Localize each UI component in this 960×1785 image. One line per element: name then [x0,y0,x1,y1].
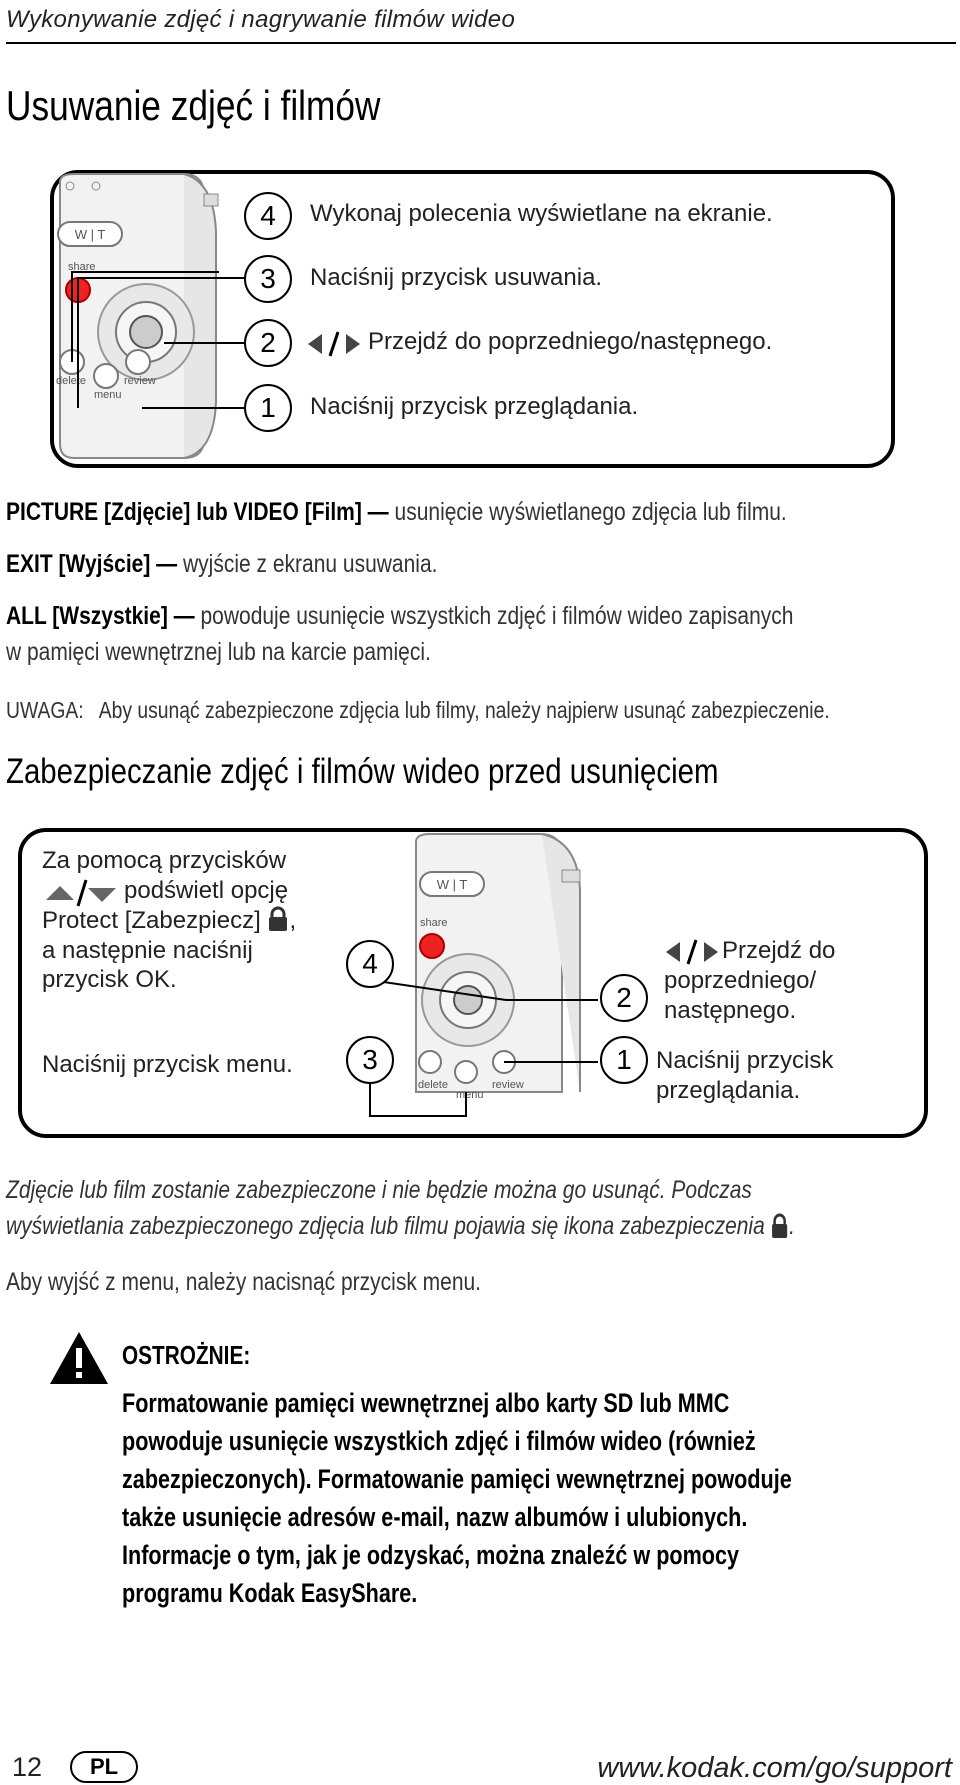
step-2-text: Przejdź do poprzedniego/następnego. [368,328,773,355]
left-right-arrow-icon-2 [664,938,720,966]
result-line1: Zdjęcie lub film zostanie zabezpieczone i nie będzie można go usunąć. Podczas [6,1176,752,1204]
protect-instruction-line5: przycisk OK. [42,966,177,993]
step-number-1-protect: 1 [600,1036,648,1084]
option-picture-video [6,494,787,530]
menu-label-2: menu [456,1089,484,1100]
caution-line: zabezpieczonych). Formatowanie pamięci wewnętrznej powoduje [122,1464,792,1494]
support-url[interactable]: www.kodak.com/go/support [597,1752,952,1784]
step-1-text: Naciśnij przycisk przeglądania. [310,393,639,420]
protect-instruction-line2: podświetl opcję [124,877,289,904]
nav-instruction-line3: następnego. [664,997,797,1024]
caution-line: także usunięcie adresów e-mail, nazw albumów i ulubionych. [122,1502,748,1532]
note [6,692,830,728]
language-badge: PL [70,1751,138,1783]
option-all-continued: w pamięci wewnętrznej lub na karcie pamięci. [6,638,431,666]
protect-instruction-line1: Za pomocą przycisków [42,847,287,874]
exit-menu-text: Aby wyjść z menu, należy nacisnąć przycisk menu. [6,1268,482,1296]
lock-icon-2 [771,1213,789,1239]
section-title-delete: Usuwanie zdjęć i filmów [6,82,381,129]
left-right-arrow-icon [306,330,362,358]
step-4-text: Wykonaj polecenia wyświetlane na ekranie. [310,200,773,227]
share-label-2: share [420,917,448,929]
option-desc: usunięcie wyświetlanego zdjęcia lub filmu. [394,498,787,526]
step-number-3: 3 [244,255,292,303]
result-line2 [6,1208,795,1244]
caution-line: Informacje o tym, jak je odzyskać, można znaleźć w pomocy [122,1540,740,1570]
running-header: Wykonywanie zdjęć i nagrywanie filmów wideo [6,6,516,33]
menu-label: menu [94,389,122,401]
caution-body [122,1384,792,1612]
caution-title: OSTROŻNIE: [122,1340,251,1370]
page-number: 12 [12,1752,43,1782]
nav-instruction-line1: Przejdź do [722,937,836,964]
step-number-2-protect: 2 [600,974,648,1022]
nav-instruction-line2: poprzedniego/ [664,967,817,994]
protect-option-label: Protect [Zabezpiecz] [42,907,261,934]
delete-label-2: delete [418,1079,448,1091]
protect-line3-tail: , [289,907,297,934]
option-desc: powoduje usunięcie wszystkich zdjęć i filmów wideo zapisanych [200,602,794,630]
zoom-label-2: W | T [436,877,468,892]
caution-line: Formatowanie pamięci wewnętrznej albo karty SD lub MMC [122,1388,730,1418]
note-text: Aby usunąć zabezpieczone zdjęcia lub filmy, należy najpierw usunąć zabezpieczenie. [98,697,830,723]
step-number-2: 2 [244,319,292,367]
step-3-text: Naciśnij przycisk usuwania. [310,264,603,291]
section-title-protect: Zabezpieczanie zdjęć i filmów wideo przed usunięciem [6,752,719,791]
result-line2-tail: . [789,1212,795,1240]
delete-label: delete [56,375,86,387]
caution-line: programu Kodak EasyShare. [122,1578,418,1608]
zoom-label: W | T [74,227,106,242]
note-label: UWAGA: [6,697,84,723]
review-instruction-line1: Naciśnij przycisk [656,1047,834,1074]
result-line2-text: wyświetlania zabezpieczonego zdjęcia lub filmu pojawia się ikona zabezpieczenia [6,1212,765,1240]
step-number-1: 1 [244,384,292,432]
step-number-4-protect: 4 [346,940,394,988]
option-term: ALL [Wszystkie] — [6,602,195,630]
menu-instruction: Naciśnij przycisk menu. [42,1051,293,1078]
option-desc: wyjście z ekranu usuwania. [183,550,438,578]
option-term: PICTURE [Zdjęcie] lub VIDEO [Film] — [6,498,389,526]
option-term: EXIT [Wyjście] — [6,550,178,578]
step-number-3-protect: 3 [346,1036,394,1084]
protect-instruction-line4: a następnie naciśnij [42,937,253,964]
review-label-2: review [492,1079,524,1091]
option-exit [6,546,437,582]
option-all [6,598,793,634]
caution-line: powoduje usunięcie wszystkich zdjęć i filmów wideo (również [122,1426,756,1456]
review-label: review [124,375,156,387]
step-number-4: 4 [244,192,292,240]
review-instruction-line2: przeglądania. [656,1077,801,1104]
warning-icon [48,1330,110,1386]
share-label: share [68,261,96,273]
